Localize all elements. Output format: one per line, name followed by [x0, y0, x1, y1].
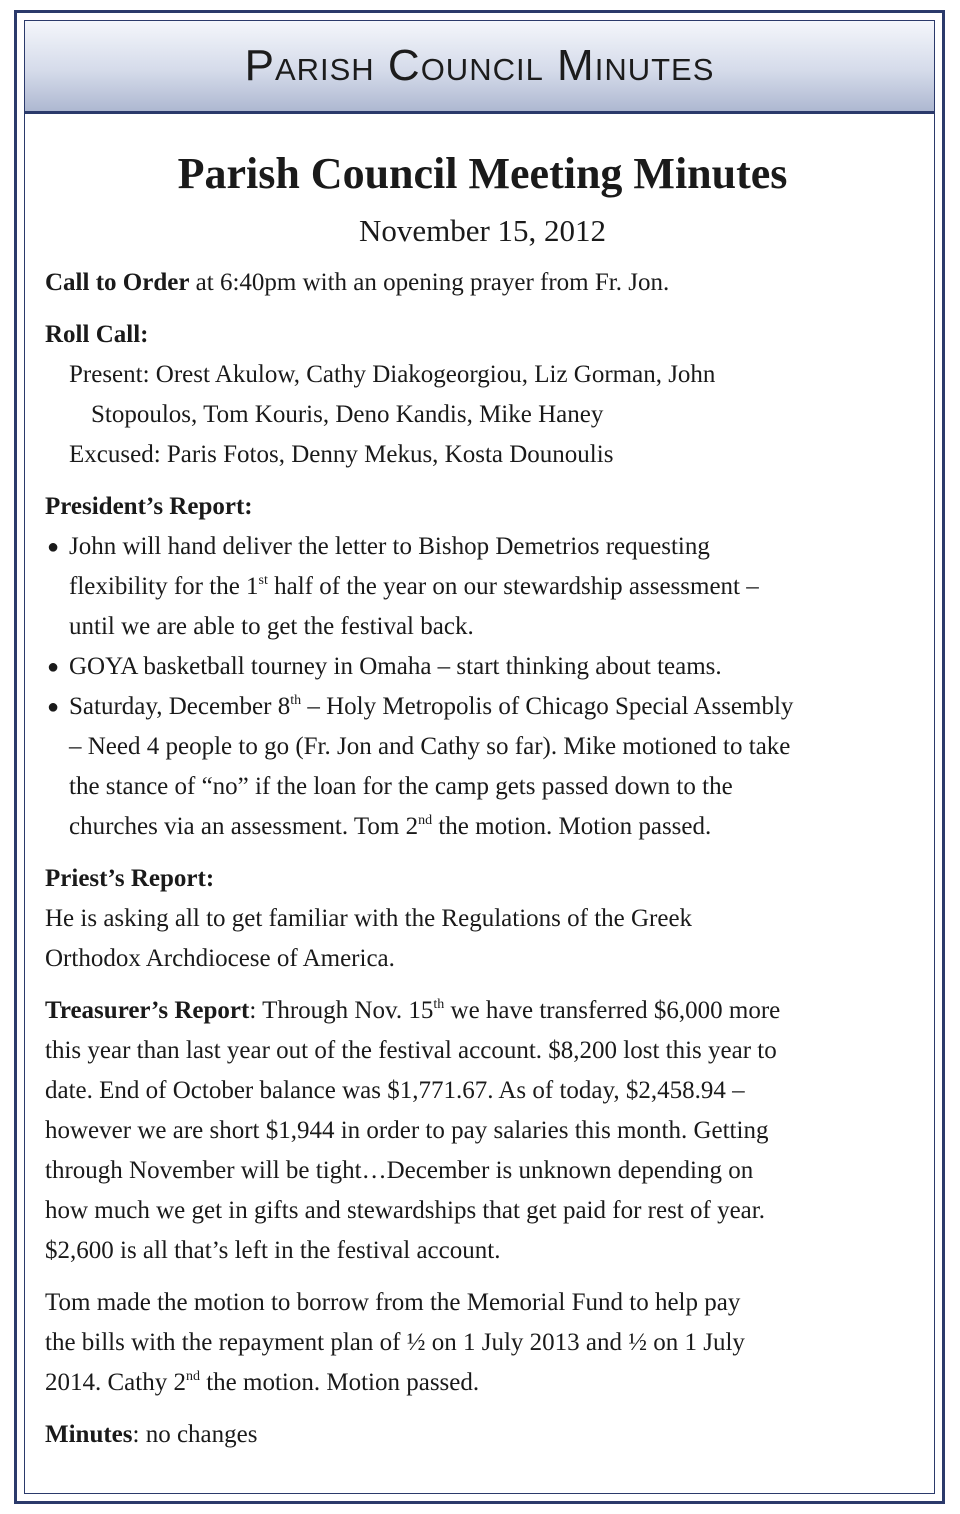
bullet-3-line-1a: Saturday, December 8 [69, 693, 291, 720]
minutes-line [45, 1415, 920, 1455]
present-line-1: Present: Orest Akulow, Cathy Diakogeorgiou, Liz Gorman, John [69, 361, 716, 388]
bullet-2-text: GOYA basketball tourney in Omaha – start thinking about teams. [69, 653, 722, 680]
treasurers-report-line-4: however we are short $1,944 in order to pay salaries this month. Getting [45, 1117, 769, 1144]
superscript: th [433, 997, 445, 1012]
inner-border [24, 20, 935, 1494]
bullet-icon: ● [47, 696, 60, 718]
presidents-report-list [45, 527, 920, 847]
presidents-report-heading: President’s Report: [45, 493, 253, 520]
present-line-2: Stopoulos, Tom Kouris, Deno Kandis, Mike Haney [91, 401, 604, 428]
treasurers-report-line-6: how much we get in gifts and stewardships that get paid for rest of year. [45, 1197, 765, 1224]
bullet-3-line-4a: churches via an assessment. Tom 2 [69, 813, 419, 840]
minutes-label: Minutes [45, 1421, 133, 1448]
excused-line: Excused: Paris Fotos, Denny Mekus, Kosta Dounoulis [69, 441, 614, 468]
treasurers-report-intro: : Through Nov. 15 [249, 997, 434, 1024]
treasurers-report-line-2: this year than last year out of the festival account. $8,200 lost this year to [45, 1037, 777, 1064]
priests-report-line-1: He is asking all to get familiar with the Regulations of the Greek [45, 905, 693, 932]
header-banner [25, 21, 934, 114]
bullet-1-line-2b: half of the year on our stewardship assessment – [267, 573, 759, 600]
motion-line-1: Tom made the motion to borrow from the Memorial Fund to help pay [45, 1289, 741, 1316]
superscript: nd [185, 1369, 200, 1384]
bullet-icon: ● [47, 536, 60, 558]
superscript: st [258, 573, 268, 588]
bullet-3-line-4b: the motion. Motion passed. [432, 813, 712, 840]
treasurers-report-line-1 [45, 991, 920, 1031]
call-to-order-label: Call to Order [45, 269, 190, 296]
superscript: nd [418, 813, 433, 828]
list-item [45, 647, 920, 687]
bullet-3-line-3: the stance of “no” if the loan for the camp gets passed down to the [69, 773, 733, 800]
priests-report-heading: Priest’s Report: [45, 865, 215, 892]
treasurers-report-line-1-rest: we have transferred $6,000 more [444, 997, 781, 1024]
treasurers-report-line-3: date. End of October balance was $1,771.67. As of today, $2,458.94 – [45, 1077, 745, 1104]
list-item [45, 527, 920, 647]
list-item [45, 687, 920, 847]
roll-call-heading: Roll Call: [45, 321, 149, 348]
bullet-3-line-1b: – Holy Metropolis of Chicago Special Assembly [301, 693, 794, 720]
priests-report-line-2: Orthodox Archdiocese of America. [45, 945, 395, 972]
document-title: Parish Council Meeting Minutes [177, 149, 788, 198]
call-to-order [45, 263, 920, 303]
motion-line-3a: 2014. Cathy 2 [45, 1369, 186, 1396]
superscript: th [290, 693, 302, 708]
bullet-icon: ● [47, 656, 60, 678]
bullet-1-line-1: John will hand deliver the letter to Bishop Demetrios requesting [69, 533, 710, 560]
meeting-date: November 15, 2012 [358, 213, 607, 248]
banner-title: Parish Council Minutes [244, 41, 715, 90]
minutes-content [45, 149, 920, 1455]
bullet-3-line-2: – Need 4 people to go (Fr. Jon and Cathy so far). Mike motioned to take [69, 733, 791, 760]
bullet-1-line-2a: flexibility for the 1 [69, 573, 259, 600]
motion-line-2: the bills with the repayment plan of ½ on 1 July 2013 and ½ on 1 July [45, 1329, 745, 1356]
treasurers-report-line-7: $2,600 is all that’s left in the festival account. [45, 1237, 501, 1264]
treasurers-report-line-5: through November will be tight…December is unknown depending on [45, 1157, 754, 1184]
page-border [14, 10, 945, 1504]
treasurers-report-label: Treasurer’s Report [45, 997, 250, 1024]
motion-line-3b: the motion. Motion passed. [199, 1369, 480, 1396]
minutes-text: : no changes [132, 1421, 258, 1448]
call-to-order-text: at 6:40pm with an opening prayer from Fr. Jon. [189, 269, 670, 296]
bullet-1-line-3: until we are able to get the festival back. [69, 613, 474, 640]
motion-line-3 [45, 1363, 920, 1403]
